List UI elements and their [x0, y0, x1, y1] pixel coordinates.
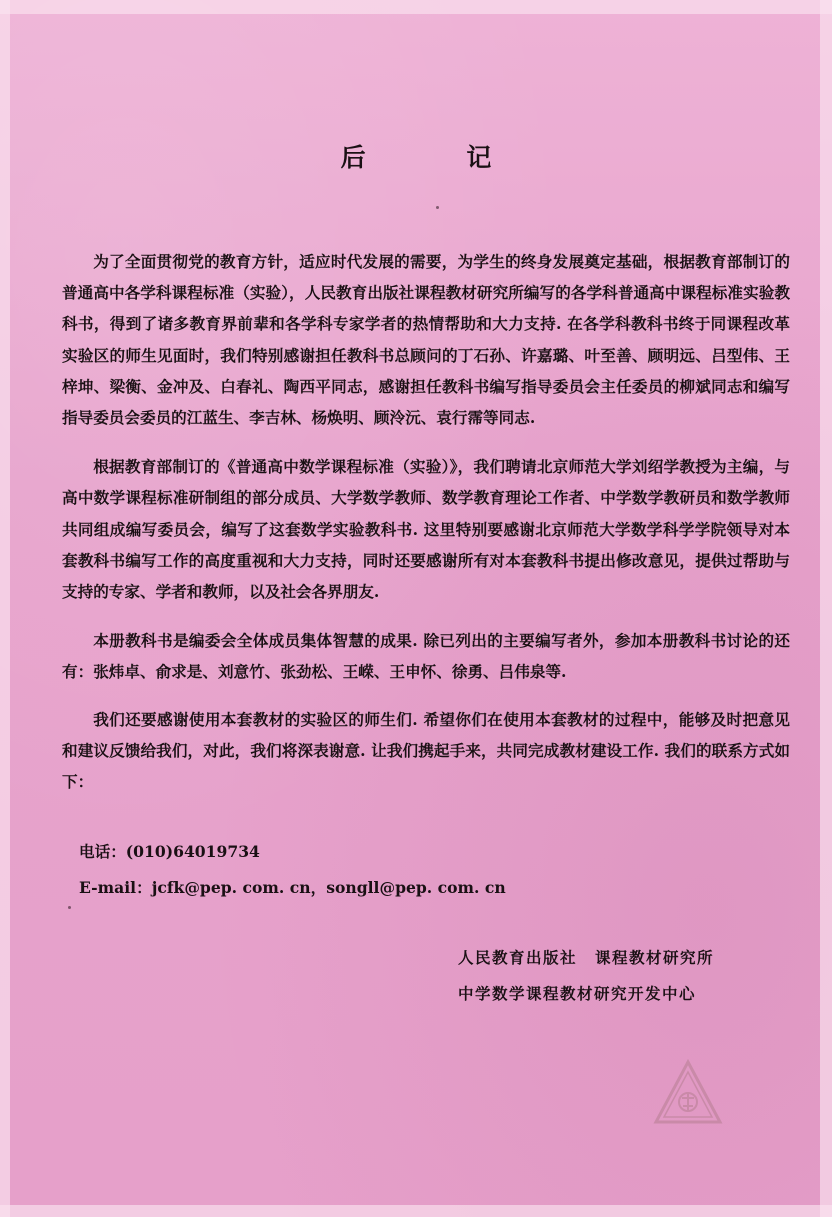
- signature-block: [458, 940, 778, 1012]
- paragraph-editorial-board: 根据教育部制订的《普通高中数学课程标准（实验）》，我们聘请北京师范大学刘绍学教授为主编，与高中数学课程标准研制组的部分成员、大学数学教师、数学教育理论工作者、中学数学教研员和数学教师共同组成编写委员会，编写了这套数学实验教科书. 这里特别要感谢北京师范大学数学科学学院领导对本套教科书编写工作的高度重视和大力支持，同时还要感谢所有对本套教科书提出修改意见，提供过帮助与支持的专家、学者和教师，以及社会各界朋友.: [62, 457, 790, 602]
- paper-speck: [436, 206, 439, 209]
- signature-line-2: [458, 976, 778, 1012]
- signature-institute: 课程教材研究所: [595, 949, 715, 967]
- paper-edge-bottom: [0, 1205, 832, 1217]
- triangle-seal-icon: [652, 1058, 724, 1126]
- page-title: 后 记: [340, 143, 538, 172]
- contact-email: E-mail：jcfk@pep. com. cn，songll@pep. com. cn: [79, 878, 506, 897]
- paper-edge-top: [0, 0, 832, 14]
- paper-edge-left: [0, 0, 10, 1217]
- paragraph-contributors: 本册教科书是编委会全体成员集体智慧的成果. 除已列出的主要编写者外，参加本册教科书讨论的还有：张炜卓、俞求是、刘意竹、张劲松、王嵘、王申怀、徐勇、吕伟泉等.: [62, 631, 790, 682]
- paper-edge-right: [820, 0, 832, 1217]
- signature-publisher: 人民教育出版社: [458, 949, 578, 967]
- paper-speck: [68, 906, 71, 909]
- contact-phone: 电话：(010)64019734: [79, 842, 260, 861]
- paragraph-feedback: 我们还要感谢使用本套教材的实验区的师生们. 希望你们在使用本套教材的过程中，能够及时把意见和建议反馈给我们，对此，我们将深表谢意. 让我们携起手来，共同完成教材建设工作. 我们的联系方式如下：: [62, 709, 790, 792]
- signature-center: 中学数学课程教材研究开发中心: [458, 985, 697, 1003]
- afterword-body: [62, 246, 790, 797]
- paragraph-acknowledgement: 为了全面贯彻党的教育方针，适应时代发展的需要，为学生的终身发展奠定基础，根据教育部制订的普通高中各学科课程标准（实验），人民教育出版社课程教材研究所编写的各学科普通高中课程标准实验教科书，得到了诸多教育界前辈和各学科专家学者的热情帮助和大力支持. 在各学科教科书终于同课程改革实验区的师生见面时，我们特别感谢担任教科书总顾问的丁石孙、许嘉璐、叶至善、顾明远、吕型伟、王梓坤、梁衡、金冲及、白春礼、陶西平同志，感谢担任教科书编写指导委员会主任委员的柳斌同志和编写指导委员会委员的江蓝生、李吉林、杨焕明、顾泠沅、袁行霈等同志.: [62, 252, 790, 428]
- signature-line-1: [458, 940, 778, 976]
